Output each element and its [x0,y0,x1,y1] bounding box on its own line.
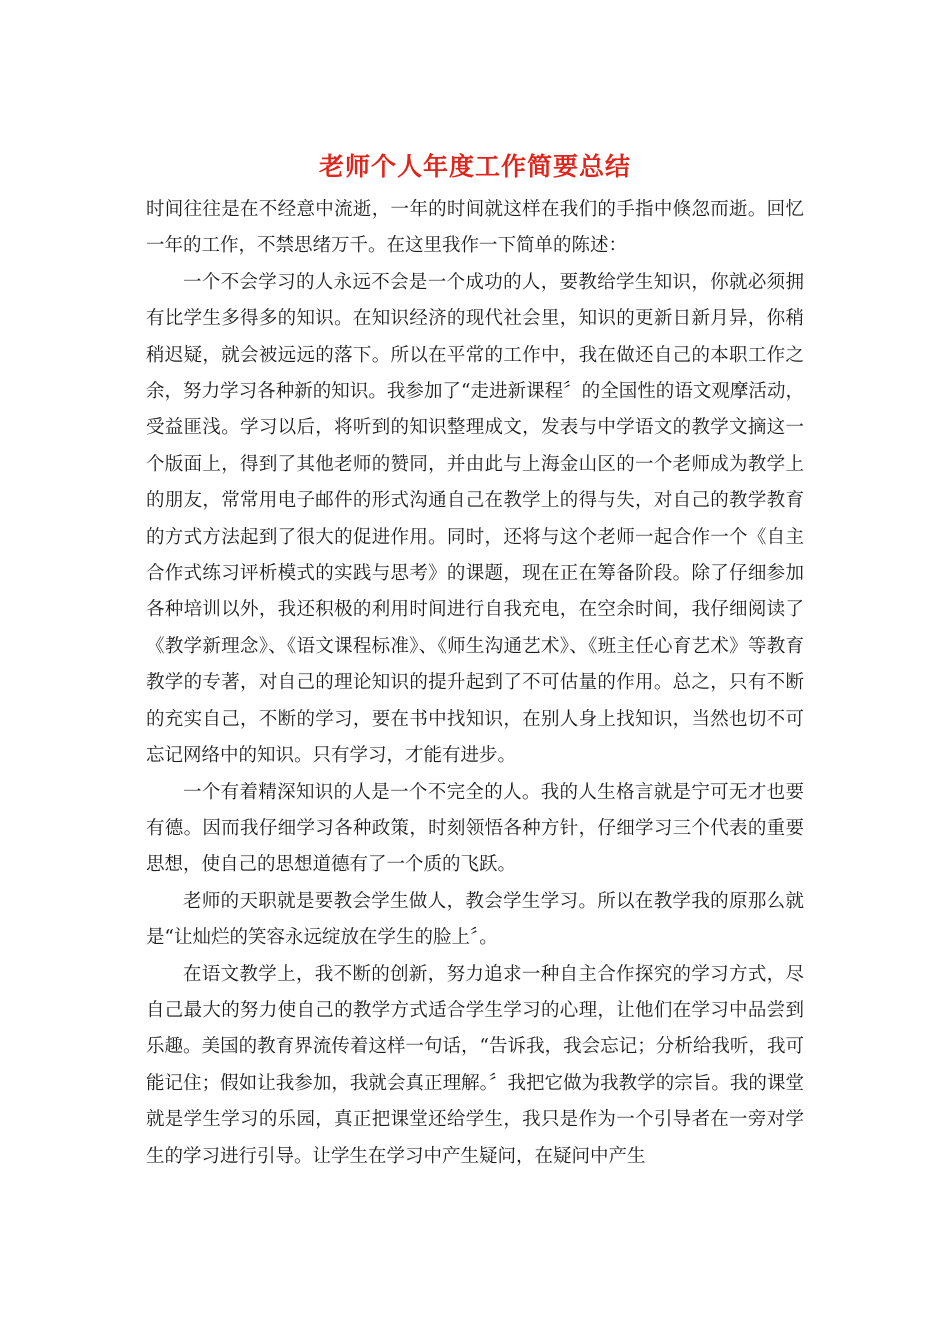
paragraph-morality: 一个有着精深知识的人是一个不完全的人。我的人生格言就是宁可无才也要有德。因而我仔细学习各种政策，时刻领悟各种方针，仔细学习三个代表的重要思想，使自己的思想道德有了一个质的飞跃。 [146,781,804,876]
document-body [146,192,804,1175]
document-title: 老师个人年度工作简要总结 [318,152,631,181]
paragraph-teaching-principle: 老师的天职就是要教会学生做人，教会学生学习。所以在教学我的原那么就是“让灿烂的笑容永远绽放在学生的脸上〞。 [146,890,804,949]
paragraph-chinese-teaching: 在语文教学上，我不断的创新，努力追求一种自主合作探究的学习方式，尽自己最大的努力使自己的教学方式适合学生学习的心理，让他们在学习中品尝到乐趣。美国的教育界流传着这样一句话，“告诉我，我会忘记；分析给我听，我可能记住；假如让我参加，我就会真正理解。〞我把它做为我教学的宗旨。我的课堂就是学生学习的乐园，真正把课堂还给学生，我只是作为一个引导者在一旁对学生的学习进行引导。让学生在学习中产生疑问，在疑问中产生 [146,963,804,1167]
paragraph-learning: 一个不会学习的人永远不会是一个成功的人，要教给学生知识，你就必须拥有比学生多得多的知识。在知识经济的现代社会里，知识的更新日新月异，你稍稍迟疑，就会被远远的落下。所以在平常的工作中，我在做还自己的本职工作之余，努力学习各种新的知识。我参加了“走进新课程〞的全国性的语文观摩活动，受益匪浅。学习以后，将听到的知识整理成文，发表与中学语文的教学文摘这一个版面上，得到了其他老师的赞同，并由此与上海金山区的一个老师成为教学上的朋友，常常用电子邮件的形式沟通自己在教学上的得与失，对自己的教学教育的方式方法起到了很大的促进作用。同时，还将与这个老师一起合作一个《自主合作式练习评析模式的实践与思考》的课题，现在正在筹备阶段。除了仔细参加各种培训以外，我还积极的利用时间进行自我充电，在空余时间，我仔细阅读了《教学新理念》、《语文课程标准》、《师生沟通艺术》、《班主任心育艺术》等教育教学的专著，对自己的理论知识的提升起到了不可估量的作用。总之，只有不断的充实自己，不断的学习，要在书中找知识，在别人身上找知识，当然也切不可忘记网络中的知识。只有学习，才能有进步。 [146,271,804,767]
paragraph-intro: 时间往往是在不经意中流逝，一年的时间就这样在我们的手指中倏忽而逝。回忆一年的工作，不禁思绪万千。在这里我作一下简单的陈述： [146,199,804,257]
